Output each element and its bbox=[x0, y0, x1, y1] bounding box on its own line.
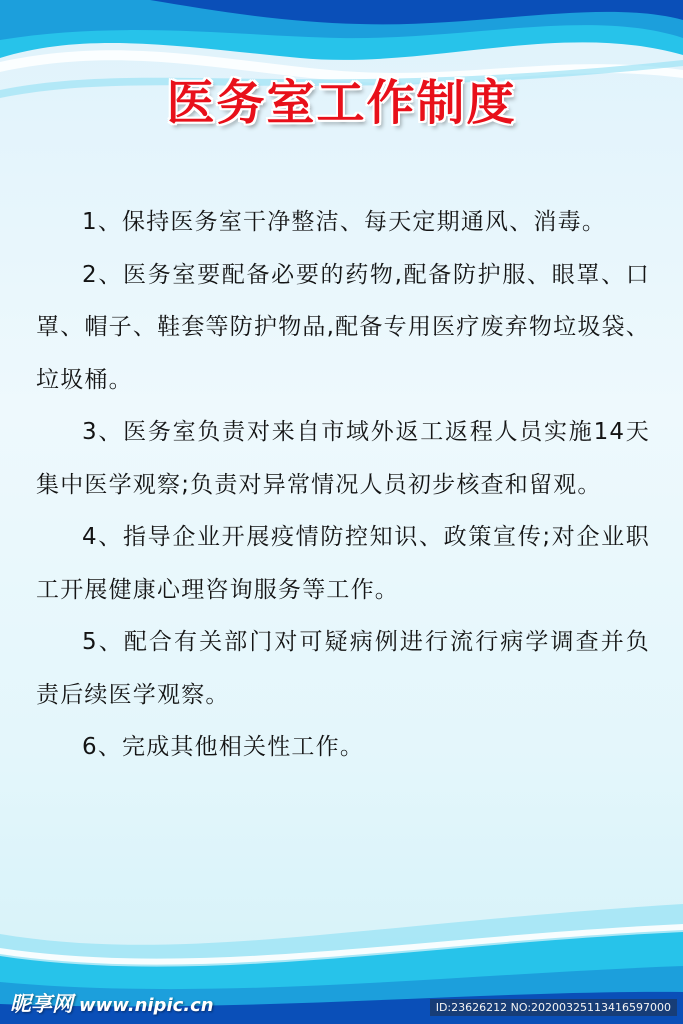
watermark-brand: 昵享网 bbox=[10, 992, 73, 1016]
regulation-item: 1、保持医务室干净整洁、每天定期通风、消毒。 bbox=[82, 209, 607, 235]
regulation-item: 4、指导企业开展疫情防控知识、政策宣传;对企业职工开展健康心理咨询服务等工作。 bbox=[36, 524, 650, 603]
regulation-item: 6、完成其他相关性工作。 bbox=[82, 734, 365, 760]
page-title: 医务室工作制度 bbox=[166, 75, 517, 131]
regulation-item: 3、医务室负责对来自市域外返工返程人员实施14天集中医学观察;负责对异常情况人员初步核查和留观。 bbox=[36, 419, 650, 498]
image-id-watermark: ID:23626212 NO:20200325113416597000 bbox=[430, 999, 677, 1016]
regulation-item: 2、医务室要配备必要的药物,配备防护服、眼罩、口罩、帽子、鞋套等防护物品,配备专用医疗废弃物垃圾袋、垃圾桶。 bbox=[36, 261, 650, 393]
regulation-list bbox=[36, 196, 650, 774]
regulation-item: 5、配合有关部门对可疑病例进行流行病学调查并负责后续医学观察。 bbox=[36, 629, 650, 708]
site-watermark bbox=[10, 988, 214, 1018]
watermark-url: www.nipic.cn bbox=[79, 995, 214, 1016]
